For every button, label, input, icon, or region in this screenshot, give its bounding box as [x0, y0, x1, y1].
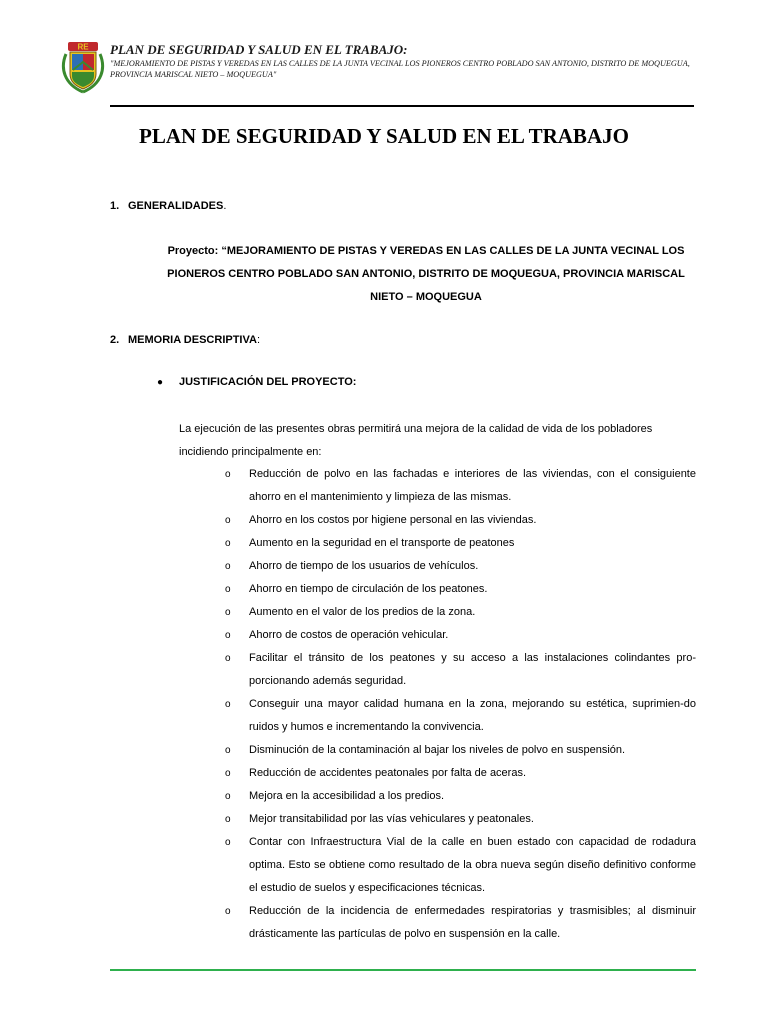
section-number: 1.: [110, 200, 120, 212]
logo-text: RE: [77, 42, 89, 52]
section-memoria-descriptiva: [110, 334, 260, 346]
bullet-icon: ●: [157, 377, 164, 388]
list-item: o Conseguir una mayor calidad humana en la zona, mejorando su estética, suprimien-do ruidos y humos e incrementando la convivencia.: [220, 693, 696, 739]
section-number: 2.: [110, 334, 120, 346]
header-divider: [110, 105, 694, 107]
list-item: o Facilitar el tránsito de los peatones y su acceso a las instalaciones colindantes pro-porcionando además seguridad.: [220, 647, 696, 693]
intro-paragraph: La ejecución de las presentes obras permitirá una mejora de la calidad de vida de los pobladores incidiendo principalmente en:: [179, 423, 653, 458]
header-title: PLAN DE SEGURIDAD Y SALUD EN EL TRABAJO:: [110, 42, 408, 57]
list-item: o Aumento en la seguridad en el transporte de peatones: [220, 532, 696, 555]
section-suffix: .: [223, 200, 227, 212]
section-title: MEMORIA DESCRIPTIVA: [128, 334, 257, 346]
list-item: o Reducción de la incidencia de enfermedades respiratorias y trasmisibles; al disminuir drásticamente las partículas de polvo en suspensión en la calle.: [220, 900, 696, 946]
subsection-justificacion: [157, 376, 356, 388]
section-suffix: :: [256, 334, 261, 346]
list-item: o Aumento en el valor de los predios de la zona.: [220, 601, 696, 624]
list-item: o Ahorro de costos de operación vehicular.: [220, 624, 696, 647]
footer-divider: [110, 969, 696, 971]
list-item: o Mejora en la accesibilidad a los predios.: [220, 785, 696, 808]
list-item: o Reducción de polvo en las fachadas e interiores de las viviendas, con el consiguiente ahorro en el mantenimiento y limpieza de las mismas.: [220, 463, 696, 509]
list-item: o Ahorro de tiempo de los usuarios de vehículos.: [220, 555, 696, 578]
header-subtitle: "MEJORAMIENTO DE PISTAS Y VEREDAS EN LAS CALLES DE LA JUNTA VECINAL LOS PIONEROS CENTRO POBLADO SAN ANTONIO, DISTRITO DE MOQUEGUA, PROVINCIA MARISCAL NIETO – MOQUEGUA": [110, 59, 690, 79]
benefits-list: [220, 463, 696, 946]
list-item: o Contar con Infraestructura Vial de la calle en buen estado con capacidad de rodadura optima. Esto se obtiene como resultado de la obra nueva según diseño definitivo conforme el estudio de suelos y especificaciones técnicas.: [220, 831, 696, 900]
municipal-logo: [60, 40, 106, 94]
page-header: [60, 40, 700, 100]
section-title: GENERALIDADES: [128, 200, 224, 212]
list-item: o Ahorro en los costos por higiene personal en las viviendas.: [220, 509, 696, 532]
section-generalidades: [110, 200, 226, 212]
list-item: o Reducción de accidentes peatonales por falta de aceras.: [220, 762, 696, 785]
list-item: o Disminución de la contaminación al bajar los niveles de polvo en suspensión.: [220, 739, 696, 762]
list-item: o Ahorro en tiempo de circulación de los peatones.: [220, 578, 696, 601]
project-name: Proyecto: “MEJORAMIENTO DE PISTAS Y VEREDAS EN LAS CALLES DE LA JUNTA VECINAL LOS PIONEROS CENTRO POBLADO SAN ANTONIO, DISTRITO DE MOQUEGUA, PROVINCIA MARISCAL NIETO – MOQUEGUA: [167, 245, 685, 303]
document-title: PLAN DE SEGURIDAD Y SALUD EN EL TRABAJO: [139, 124, 629, 148]
list-item: o Mejor transitabilidad por las vías vehiculares y peatonales.: [220, 808, 696, 831]
subsection-title: JUSTIFICACIÓN DEL PROYECTO:: [179, 376, 357, 388]
